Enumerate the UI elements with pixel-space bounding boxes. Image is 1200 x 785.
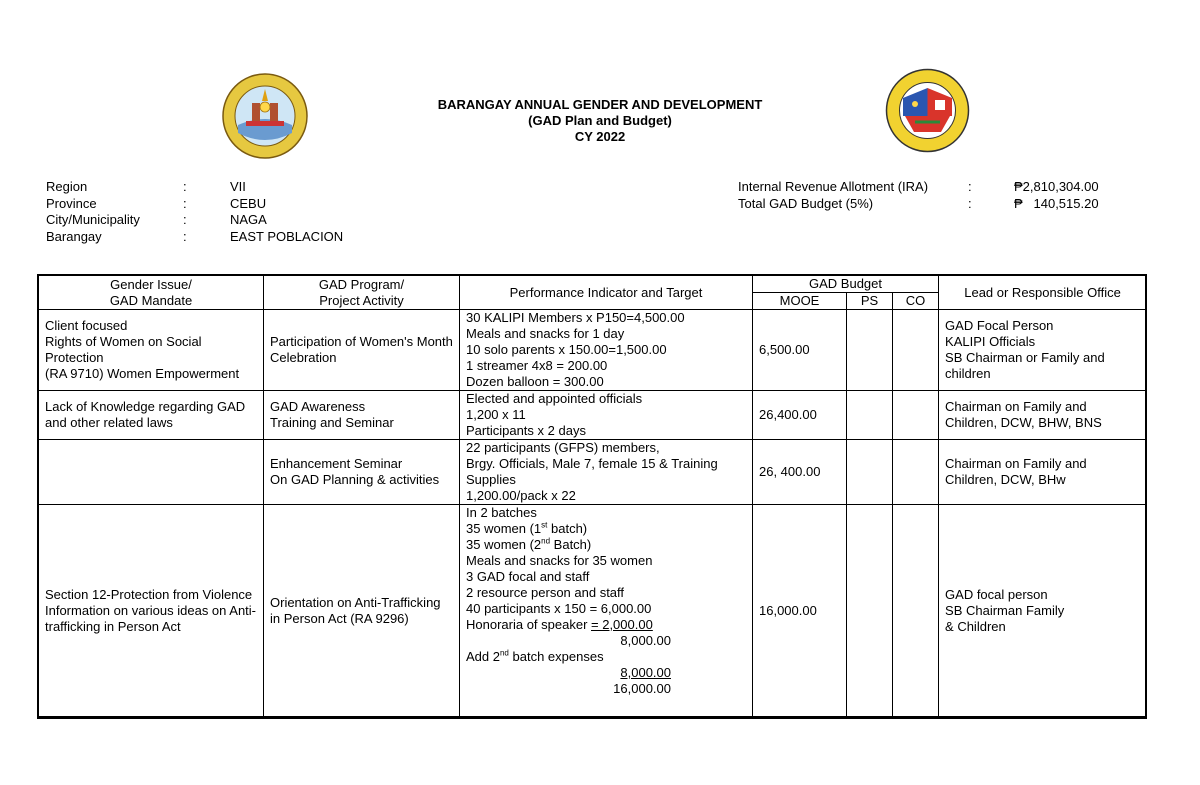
title-line-2: (GAD Plan and Budget): [528, 113, 672, 128]
issue-line: (RA 9710) Women Empowerment: [45, 366, 240, 381]
city-of-naga-seal-logo: [885, 68, 970, 153]
co-cell: [893, 505, 939, 717]
issue-line: Section 12-Protection from Violence Information on various ideas on Anti-trafficking in Person Act: [45, 586, 257, 634]
separator: :: [183, 212, 187, 227]
indicator-line: 40 participants x 150 = 6,000.00: [466, 601, 652, 616]
document-title: [400, 97, 800, 145]
office-cell: [939, 440, 1147, 505]
program-line: GAD Awareness: [270, 399, 366, 414]
indicator-line: Participants x 2 days: [466, 423, 586, 438]
indicator-line: [466, 617, 671, 633]
indicator-sup: nd: [541, 536, 551, 546]
office-line: GAD focal person: [945, 586, 1048, 602]
indicator-line: 8,000.00: [620, 665, 671, 680]
indicator-line: [466, 521, 671, 537]
indicator-text: Honoraria of speaker: [466, 617, 592, 632]
office-cell: [939, 505, 1147, 717]
program-line: Participation of Women's Month Celebration: [270, 334, 453, 365]
indicator-text: 35 women (1: [466, 521, 542, 536]
header-co: CO: [893, 293, 939, 310]
barangay-value: EAST POBLACION: [230, 228, 344, 244]
header-office: Lead or Responsible Office: [939, 276, 1147, 310]
separator: :: [968, 195, 972, 211]
separator: :: [183, 228, 187, 244]
header-gad-budget: GAD Budget: [753, 276, 939, 293]
program-cell: [264, 310, 460, 391]
separator: :: [183, 195, 187, 211]
mooe-cell: 26, 400.00: [753, 440, 847, 505]
indicator-line: 22 participants (GFPS) members,: [466, 440, 660, 455]
indicator-cell: [460, 310, 753, 391]
program-line: On GAD Planning & activities: [270, 472, 440, 487]
indicator-text: 35 women (2: [466, 537, 542, 552]
indicator-line: 1,200.00/pack x 22: [466, 488, 576, 503]
indicator-line: Meals and snacks for 1 day: [466, 326, 625, 341]
gad-budget-label: Total GAD Budget (5%): [738, 195, 874, 211]
indicator-line: 1 streamer 4x8 = 200.00: [466, 358, 608, 373]
title-line-1: BARANGAY ANNUAL GENDER AND DEVELOPMENT: [437, 97, 763, 112]
ira-value: ₱2,810,304.00: [1014, 179, 1099, 194]
mooe-cell: 16,000.00: [753, 505, 847, 717]
barangay-seal-logo: [222, 73, 308, 159]
indicator-line: In 2 batches: [466, 505, 537, 520]
header-program-line1: GAD Program/: [318, 276, 405, 292]
header-indicator: Performance Indicator and Target: [460, 276, 753, 310]
program-line: Training and Seminar: [270, 415, 394, 430]
program-cell: [264, 391, 460, 440]
co-cell: [893, 310, 939, 391]
indicator-text: batch): [547, 521, 588, 536]
ps-cell: [847, 505, 893, 717]
info-left-labels: [46, 179, 176, 245]
table-row: [39, 310, 1147, 391]
table-row: [39, 391, 1147, 440]
table-row: [39, 440, 1147, 505]
header-gender-issue-line2: GAD Mandate: [109, 292, 193, 308]
indicator-cell: [460, 505, 753, 717]
office-cell: [939, 391, 1147, 440]
office-line: & Children: [945, 618, 1006, 634]
header-program-line2: Project Activity: [319, 292, 404, 308]
table-row: [39, 505, 1147, 717]
info-left-values: [230, 179, 430, 245]
issue-line: Lack of Knowledge regarding GAD and other related laws: [45, 399, 246, 430]
city-label: City/Municipality: [46, 212, 140, 227]
info-right-labels: [738, 179, 968, 212]
program-line: Enhancement Seminar: [270, 456, 403, 471]
issue-cell: [39, 310, 264, 391]
mooe-cell: 26,400.00: [753, 391, 847, 440]
program-cell: [264, 440, 460, 505]
indicator-line: 16,000.00: [613, 681, 671, 696]
program-cell: [264, 505, 460, 717]
province-value: CEBU: [230, 195, 267, 211]
ira-label: Internal Revenue Allotment (IRA): [738, 179, 929, 194]
info-right-separators: [968, 179, 978, 212]
ps-cell: [847, 310, 893, 391]
indicator-text: Add 2: [466, 649, 500, 664]
ps-cell: [847, 391, 893, 440]
indicator-cell: [460, 391, 753, 440]
indicator-line: Dozen balloon = 300.00: [466, 374, 604, 389]
header-row: [39, 276, 1147, 293]
header-gender-issue-line1: Gender Issue/: [110, 276, 192, 292]
office-cell: [939, 310, 1147, 391]
indicator-line: [466, 649, 671, 665]
indicator-line: 8,000.00: [620, 633, 671, 648]
info-left-separators: [183, 179, 193, 245]
indicator-text: = 2,000.00: [591, 617, 653, 632]
indicator-line: 30 KALIPI Members x P150=4,500.00: [466, 310, 685, 325]
header-mooe: MOOE: [753, 293, 847, 310]
issue-cell: [39, 391, 264, 440]
indicator-line: 3 GAD focal and staff: [466, 569, 590, 584]
indicator-text: batch expenses: [508, 649, 604, 664]
office-line: SB Chairman Family: [945, 602, 1065, 618]
issue-cell: [39, 505, 264, 717]
region-value: VII: [230, 179, 246, 194]
indicator-sup: nd: [499, 648, 509, 658]
barangay-label: Barangay: [46, 228, 102, 244]
office-line: KALIPI Officials: [945, 334, 1036, 349]
indicator-line: 2 resource person and staff: [466, 585, 625, 600]
ps-cell: [847, 440, 893, 505]
office-line: Chairman on Family and Children, DCW, BHW, BNS: [945, 399, 1102, 430]
header-gender-issue: [39, 276, 264, 310]
gad-plan-table: [38, 275, 1147, 717]
co-cell: [893, 391, 939, 440]
city-value: NAGA: [230, 212, 267, 227]
office-line: SB Chairman or Family and children: [945, 350, 1105, 381]
separator: :: [183, 179, 187, 194]
indicator-line: Brgy. Officials, Male 7, female 15 & Training Supplies: [466, 456, 718, 487]
title-line-3: CY 2022: [574, 129, 626, 144]
issue-line: Rights of Women on Social Protection: [45, 334, 202, 365]
indicator-line: 1,200 x 11: [466, 407, 526, 422]
info-right-values: [1014, 179, 1154, 212]
indicator-text: Batch): [550, 537, 592, 552]
gad-budget-value: ₱ 140,515.20: [1014, 195, 1099, 211]
indicator-line: [466, 537, 671, 553]
province-label: Province: [46, 195, 97, 211]
co-cell: [893, 440, 939, 505]
indicator-line: 10 solo parents x 150.00=1,500.00: [466, 342, 667, 357]
header-ps: PS: [847, 293, 893, 310]
region-label: Region: [46, 179, 88, 194]
indicator-cell: [460, 440, 753, 505]
office-line: Chairman on Family and Children, DCW, BHw: [945, 456, 1087, 487]
indicator-line: Meals and snacks for 35 women: [466, 553, 653, 568]
issue-line: Client focused: [45, 318, 128, 333]
mooe-cell: 6,500.00: [753, 310, 847, 391]
office-line: GAD Focal Person: [945, 318, 1054, 333]
program-line: Orientation on Anti-Trafficking in Person Act (RA 9296): [270, 594, 441, 626]
indicator-line: Elected and appointed officials: [466, 391, 643, 406]
issue-cell: [39, 440, 264, 505]
indicator-sup: st: [541, 520, 548, 530]
header-program: [264, 276, 460, 310]
separator: :: [968, 179, 972, 194]
